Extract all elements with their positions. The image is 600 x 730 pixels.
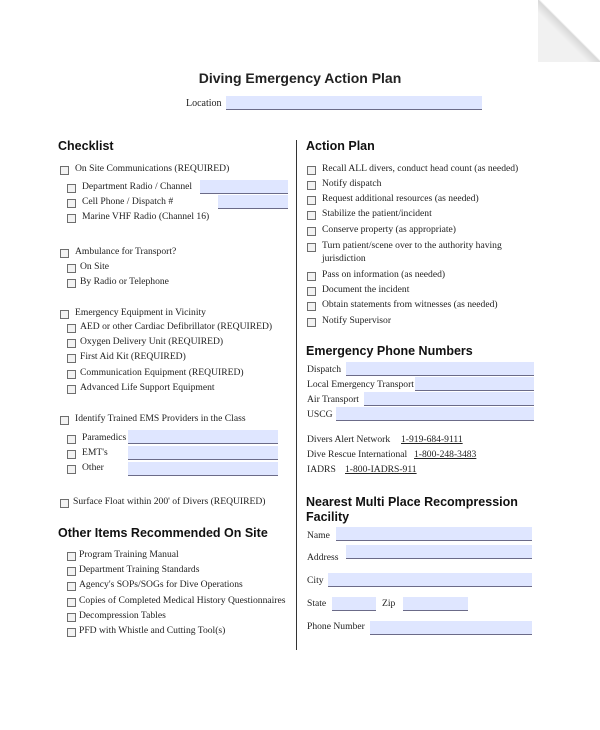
facility-state-field[interactable] bbox=[332, 597, 376, 611]
dri-label: Dive Rescue International bbox=[307, 449, 408, 460]
checklist-item: Other bbox=[82, 462, 104, 473]
local-transport-label: Local Emergency Transport bbox=[307, 379, 414, 390]
checklist-group-label: Identify Trained EMS Providers in the Class bbox=[75, 413, 246, 424]
action-plan-heading: Action Plan bbox=[306, 139, 375, 153]
uscg-field[interactable] bbox=[336, 407, 534, 421]
iadrs-number[interactable]: 1-800-IADRS-911 bbox=[345, 464, 417, 475]
checkbox[interactable] bbox=[67, 324, 76, 333]
action-item: Pass on information (as needed) bbox=[322, 269, 446, 280]
checkbox[interactable] bbox=[307, 166, 316, 175]
checklist-item: Communication Equipment (REQUIRED) bbox=[80, 367, 244, 378]
dispatch-label: Dispatch bbox=[307, 364, 342, 375]
dri-number[interactable]: 1-800-248-3483 bbox=[414, 449, 477, 460]
checkbox[interactable] bbox=[67, 552, 76, 561]
action-item: Document the incident bbox=[322, 284, 410, 295]
checklist-item: By Radio or Telephone bbox=[80, 276, 169, 287]
checkbox[interactable] bbox=[67, 567, 76, 576]
checkbox[interactable] bbox=[307, 196, 316, 205]
facility-phone-field[interactable] bbox=[370, 621, 532, 635]
checkbox[interactable] bbox=[67, 582, 76, 591]
other-item: Department Training Standards bbox=[79, 564, 200, 575]
checkbox[interactable] bbox=[307, 227, 316, 236]
checkbox[interactable] bbox=[67, 370, 76, 379]
recompression-heading: Nearest Multi Place Recompression bbox=[306, 495, 518, 509]
checkbox[interactable] bbox=[307, 272, 316, 281]
checkbox[interactable] bbox=[307, 243, 316, 252]
emergency-numbers-heading: Emergency Phone Numbers bbox=[306, 344, 473, 358]
checklist-item: On Site bbox=[80, 261, 110, 272]
column-divider bbox=[296, 140, 297, 650]
checklist-item: EMT's bbox=[82, 447, 108, 458]
action-item: Conserve property (as appropriate) bbox=[322, 224, 456, 235]
checklist-group-label: Ambulance for Transport? bbox=[75, 246, 177, 257]
checkbox[interactable] bbox=[67, 613, 76, 622]
action-item: Turn patient/scene over to the authority having bbox=[322, 240, 502, 251]
recompression-heading-line2: Facility bbox=[306, 510, 350, 524]
checkbox[interactable] bbox=[307, 318, 316, 327]
action-item-continued: jurisdiction bbox=[322, 253, 366, 264]
checkbox[interactable] bbox=[60, 310, 69, 319]
checkbox[interactable] bbox=[67, 598, 76, 607]
dan-label: Divers Alert Network bbox=[307, 434, 391, 445]
checkbox[interactable] bbox=[60, 499, 69, 508]
surface-float-item: Surface Float within 200' of Divers (REQUIRED) bbox=[73, 496, 266, 507]
paramedics-field[interactable] bbox=[128, 430, 278, 444]
checklist-item: Paramedics bbox=[82, 432, 127, 443]
other-item: Agency's SOPs/SOGs for Dive Operations bbox=[79, 579, 243, 590]
action-item: Recall ALL divers, conduct head count (as needed) bbox=[322, 163, 519, 174]
checkbox[interactable] bbox=[67, 214, 76, 223]
uscg-label: USCG bbox=[307, 409, 333, 420]
checklist-item: Cell Phone / Dispatch # bbox=[82, 196, 174, 207]
checkbox[interactable] bbox=[67, 184, 76, 193]
emts-field[interactable] bbox=[128, 446, 278, 460]
checkbox[interactable] bbox=[307, 211, 316, 220]
cell-phone-field[interactable] bbox=[218, 195, 288, 209]
checkbox[interactable] bbox=[67, 264, 76, 273]
zip-label: Zip bbox=[382, 598, 396, 609]
checklist-item: Oxygen Delivery Unit (REQUIRED) bbox=[80, 336, 224, 347]
checkbox[interactable] bbox=[67, 354, 76, 363]
checklist-item: Marine VHF Radio (Channel 16) bbox=[82, 211, 210, 222]
iadrs-label: IADRS bbox=[307, 464, 336, 475]
facility-zip-field[interactable] bbox=[403, 597, 468, 611]
checkbox[interactable] bbox=[67, 450, 76, 459]
checklist-item: Advanced Life Support Equipment bbox=[80, 382, 215, 393]
checkbox[interactable] bbox=[60, 249, 69, 258]
local-transport-field[interactable] bbox=[415, 377, 534, 391]
action-item: Request additional resources (as needed) bbox=[322, 193, 479, 204]
location-field[interactable] bbox=[226, 96, 482, 110]
other-item: Program Training Manual bbox=[79, 549, 179, 560]
facility-city-field[interactable] bbox=[328, 573, 532, 587]
facility-name-field[interactable] bbox=[336, 527, 532, 541]
checkbox[interactable] bbox=[67, 628, 76, 637]
action-item: Notify dispatch bbox=[322, 178, 382, 189]
checkbox[interactable] bbox=[67, 385, 76, 394]
checklist-group-label: On Site Communications (REQUIRED) bbox=[75, 163, 230, 174]
page-title: Diving Emergency Action Plan bbox=[198, 70, 402, 86]
phone-number-label: Phone Number bbox=[307, 621, 365, 632]
action-item: Notify Supervisor bbox=[322, 315, 392, 326]
checklist-item: First Aid Kit (REQUIRED) bbox=[80, 351, 186, 362]
dan-number[interactable]: 1-919-684-9111 bbox=[401, 434, 463, 445]
checkbox[interactable] bbox=[307, 287, 316, 296]
checklist-item: AED or other Cardiac Defibrillator (REQUIRED) bbox=[80, 321, 273, 332]
checkbox[interactable] bbox=[307, 302, 316, 311]
checkbox[interactable] bbox=[67, 199, 76, 208]
dispatch-field[interactable] bbox=[346, 362, 534, 376]
action-item: Stabilize the patient/incident bbox=[322, 208, 432, 219]
city-label: City bbox=[307, 575, 324, 586]
checkbox[interactable] bbox=[67, 339, 76, 348]
checkbox[interactable] bbox=[60, 416, 69, 425]
location-label: Location bbox=[186, 98, 222, 109]
air-transport-label: Air Transport bbox=[307, 394, 359, 405]
checkbox[interactable] bbox=[67, 279, 76, 288]
checkbox[interactable] bbox=[307, 181, 316, 190]
other-items-heading: Other Items Recommended On Site bbox=[58, 526, 268, 540]
name-label: Name bbox=[307, 530, 330, 541]
other-item: Decompression Tables bbox=[79, 610, 166, 621]
address-label: Address bbox=[307, 552, 339, 563]
page-curl bbox=[538, 0, 600, 62]
checklist-heading: Checklist bbox=[58, 139, 114, 153]
department-radio-field[interactable] bbox=[200, 180, 288, 194]
checkbox[interactable] bbox=[60, 166, 69, 175]
air-transport-field[interactable] bbox=[364, 392, 534, 406]
other-field[interactable] bbox=[128, 462, 278, 476]
other-item: Copies of Completed Medical History Questionnaires bbox=[79, 595, 286, 606]
action-item: Obtain statements from witnesses (as needed) bbox=[322, 299, 498, 310]
checklist-group-label: Emergency Equipment in Vicinity bbox=[75, 307, 206, 318]
checkbox[interactable] bbox=[67, 435, 76, 444]
checklist-item: Department Radio / Channel bbox=[82, 181, 193, 192]
other-item: PFD with Whistle and Cutting Tool(s) bbox=[79, 625, 226, 636]
checkbox[interactable] bbox=[67, 465, 76, 474]
facility-address-field[interactable] bbox=[346, 545, 532, 559]
state-label: State bbox=[307, 598, 327, 609]
